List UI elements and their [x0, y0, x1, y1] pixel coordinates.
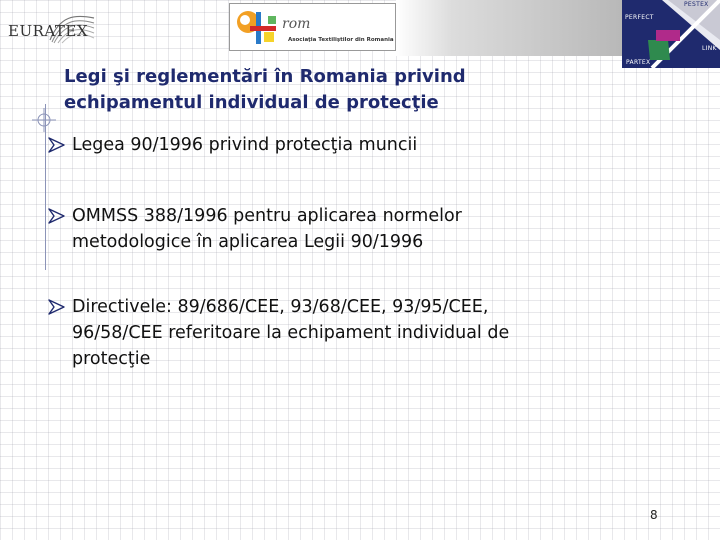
slide-title-line-1: Legi şi reglementări în Romania privind — [64, 66, 466, 87]
bullet-item — [48, 203, 648, 255]
rom-logo-text: rom — [282, 16, 311, 32]
bullet-item — [48, 132, 648, 158]
bullet-text-line-1: OMMSS 388/1996 pentru aplicarea normelor — [72, 206, 462, 226]
partner-logo-right-text: LINK — [702, 45, 717, 52]
bullet-text-line-3: protecţie — [72, 349, 151, 369]
header-band — [396, 0, 622, 56]
euratex-logo-text: EURATEX — [8, 22, 89, 40]
rom-logo — [229, 3, 396, 51]
bullet-text: Legea 90/1996 privind protecţia muncii — [72, 135, 418, 155]
partner-logo-bottom-text: PARTEX — [626, 59, 651, 66]
rom-emblem-icon — [234, 8, 286, 48]
bullet-text-line-1: Directivele: 89/686/CEE, 93/68/CEE, 93/95/CEE, — [72, 297, 489, 317]
arrow-bullet-icon — [48, 208, 66, 224]
page-number: 8 — [650, 508, 658, 522]
arrow-bullet-icon — [48, 299, 66, 315]
bullet-text-line-2: 96/58/CEE referitoare la echipament individual de — [72, 323, 510, 343]
bullet-item — [48, 294, 648, 372]
euratex-logo — [8, 10, 88, 44]
bullet-text-line-2: metodologice în aplicarea Legii 90/1996 — [72, 232, 424, 252]
partner-logo-left-text: PERFECT — [625, 14, 654, 21]
partner-emblem-icon — [622, 0, 720, 68]
rom-logo-subtitle: Asociaţia Textiliştilor din Romania — [288, 37, 394, 43]
slide-title-line-2: echipamentul individual de protecţie — [64, 92, 439, 113]
slide-title — [64, 64, 624, 116]
partner-logo — [622, 0, 720, 68]
crosshair-icon — [32, 108, 56, 132]
partner-logo-top-text: PESTEX — [684, 1, 709, 8]
arrow-bullet-icon — [48, 137, 66, 153]
